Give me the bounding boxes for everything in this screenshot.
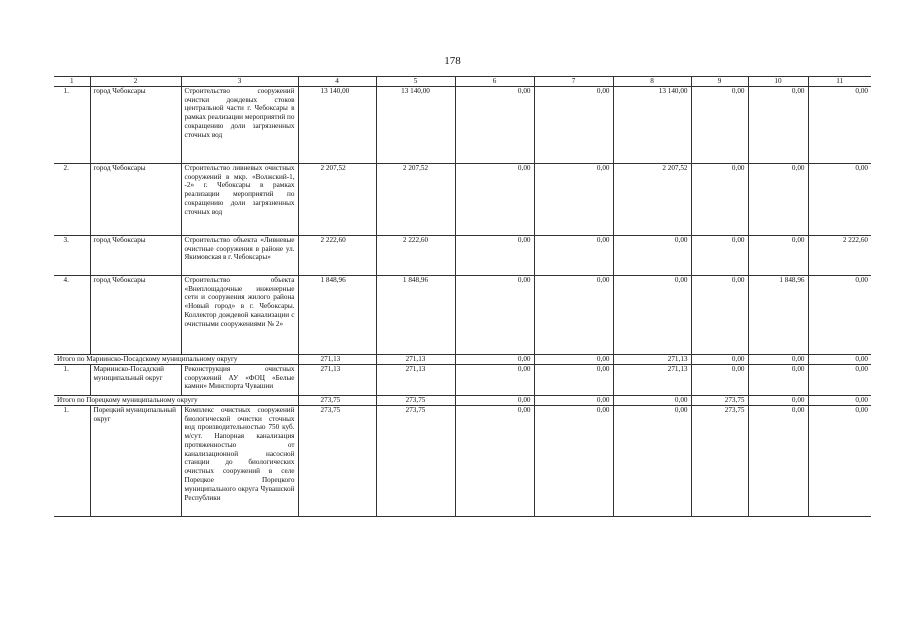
municipality-cell: Мариинско-Посадский муниципальный округ	[90, 364, 181, 395]
amount-cell: 0,00	[613, 405, 691, 516]
total-amount: 0,00	[613, 395, 691, 405]
amount-cell: 1 848,96	[376, 275, 455, 354]
column-number-header: 9	[691, 77, 748, 87]
amount-cell: 0,00	[691, 163, 748, 235]
object-description: Строительство объекта «Ливневые очистные сооружения в районе ул. Якимовская в г. Чебоксары»	[181, 235, 298, 275]
row-number: 3.	[54, 235, 90, 275]
municipality-cell: город Чебоксары	[90, 163, 181, 235]
amount-cell: 0,00	[455, 86, 534, 163]
total-amount: 0,00	[748, 395, 808, 405]
object-description: Строительство объекта «Внеплощадочные инженерные сети и сооружения жилого района «Новый город» в г. Чебоксары. Коллектор дождевой канализации с очистными сооружениями № 2»	[181, 275, 298, 354]
amount-cell: 0,00	[613, 275, 691, 354]
table-row	[54, 275, 871, 354]
total-amount: 271,13	[298, 354, 376, 364]
row-number: 1.	[54, 86, 90, 163]
amount-cell: 273,75	[298, 405, 376, 516]
amount-cell: 0,00	[808, 364, 871, 395]
total-amount: 0,00	[691, 354, 748, 364]
table-row	[54, 405, 871, 516]
municipality-cell: город Чебоксары	[90, 235, 181, 275]
column-number-header-row	[54, 77, 871, 87]
row-number: 1.	[54, 405, 90, 516]
amount-cell: 0,00	[613, 235, 691, 275]
amount-cell: 2 207,52	[613, 163, 691, 235]
column-number-header: 10	[748, 77, 808, 87]
row-number: 2.	[54, 163, 90, 235]
amount-cell: 2 207,52	[298, 163, 376, 235]
amount-cell: 2 207,52	[376, 163, 455, 235]
total-label: Итого по Порецкому муниципальному округу	[54, 395, 298, 405]
total-amount: 273,75	[691, 395, 748, 405]
column-number-header: 2	[90, 77, 181, 87]
amount-cell: 0,00	[455, 235, 534, 275]
column-number-header: 3	[181, 77, 298, 87]
amount-cell: 0,00	[534, 235, 613, 275]
amount-cell: 0,00	[748, 86, 808, 163]
amount-cell: 0,00	[808, 163, 871, 235]
row-number: 4.	[54, 275, 90, 354]
object-description: Комплекс очистных сооружений биологической очистки сточных вод производительностью 750 куб. м/сут. Напорная канализация протяженностью от канализационной насосной станции до биологических очистных сооружений в селе Порецкое Порецкого муниципального округа Чувашской Республики	[181, 405, 298, 516]
amount-cell: 0,00	[455, 364, 534, 395]
amount-cell: 271,13	[613, 364, 691, 395]
column-number-header: 4	[298, 77, 376, 87]
total-row	[54, 395, 871, 405]
column-number-header: 8	[613, 77, 691, 87]
total-amount: 271,13	[376, 354, 455, 364]
total-amount: 271,13	[613, 354, 691, 364]
column-number-header: 11	[808, 77, 871, 87]
amount-cell: 2 222,60	[808, 235, 871, 275]
table-row	[54, 364, 871, 395]
amount-cell: 13 140,00	[376, 86, 455, 163]
amount-cell: 0,00	[534, 405, 613, 516]
amount-cell: 0,00	[748, 163, 808, 235]
amount-cell: 0,00	[748, 364, 808, 395]
object-description: Строительство сооружений очистки дождевых стоков центральной части г. Чебоксары в рамках реализации мероприятий по сокращению доли загрязненных сточных вод	[181, 86, 298, 163]
funding-table	[54, 76, 871, 517]
total-amount: 0,00	[455, 354, 534, 364]
total-amount: 273,75	[298, 395, 376, 405]
amount-cell: 0,00	[691, 275, 748, 354]
table-row	[54, 235, 871, 275]
amount-cell: 0,00	[691, 235, 748, 275]
amount-cell: 0,00	[455, 275, 534, 354]
amount-cell: 273,75	[691, 405, 748, 516]
page-number: 178	[444, 55, 461, 67]
column-number-header: 5	[376, 77, 455, 87]
amount-cell: 271,13	[376, 364, 455, 395]
column-number-header: 1	[54, 77, 90, 87]
amount-cell: 1 848,96	[298, 275, 376, 354]
amount-cell: 13 140,00	[298, 86, 376, 163]
total-amount: 0,00	[748, 354, 808, 364]
amount-cell: 0,00	[808, 275, 871, 354]
object-description: Реконструкция очистных сооружений АУ «ФОЦ «Белые камни» Минспорта Чувашии	[181, 364, 298, 395]
amount-cell: 0,00	[808, 86, 871, 163]
total-amount: 0,00	[455, 395, 534, 405]
amount-cell: 13 140,00	[613, 86, 691, 163]
amount-cell: 2 222,60	[298, 235, 376, 275]
amount-cell: 0,00	[691, 86, 748, 163]
total-amount: 0,00	[534, 395, 613, 405]
amount-cell: 0,00	[691, 364, 748, 395]
amount-cell: 273,75	[376, 405, 455, 516]
amount-cell: 0,00	[534, 163, 613, 235]
amount-cell: 271,13	[298, 364, 376, 395]
amount-cell: 2 222,60	[376, 235, 455, 275]
municipality-cell: город Чебоксары	[90, 275, 181, 354]
table-row	[54, 163, 871, 235]
row-number: 1.	[54, 364, 90, 395]
total-label: Итого по Мариинско-Посадскому муниципальному округу	[54, 354, 298, 364]
amount-cell: 0,00	[748, 405, 808, 516]
total-amount: 0,00	[534, 354, 613, 364]
amount-cell: 0,00	[748, 235, 808, 275]
municipality-cell: город Чебоксары	[90, 86, 181, 163]
amount-cell: 0,00	[534, 364, 613, 395]
total-amount: 0,00	[808, 354, 871, 364]
total-row	[54, 354, 871, 364]
object-description: Строительство ливневых очистных сооружений в мкр. «Волжский-1, -2» г. Чебоксары в рамках реализации мероприятий по сокращению доли загрязненных сточных вод	[181, 163, 298, 235]
amount-cell: 0,00	[808, 405, 871, 516]
amount-cell: 0,00	[455, 405, 534, 516]
total-amount: 273,75	[376, 395, 455, 405]
amount-cell: 0,00	[455, 163, 534, 235]
column-number-header: 7	[534, 77, 613, 87]
amount-cell: 0,00	[534, 86, 613, 163]
table-row	[54, 86, 871, 163]
amount-cell: 0,00	[534, 275, 613, 354]
total-amount: 0,00	[808, 395, 871, 405]
column-number-header: 6	[455, 77, 534, 87]
municipality-cell: Порецкий муниципальный округ	[90, 405, 181, 516]
amount-cell: 1 848,96	[748, 275, 808, 354]
